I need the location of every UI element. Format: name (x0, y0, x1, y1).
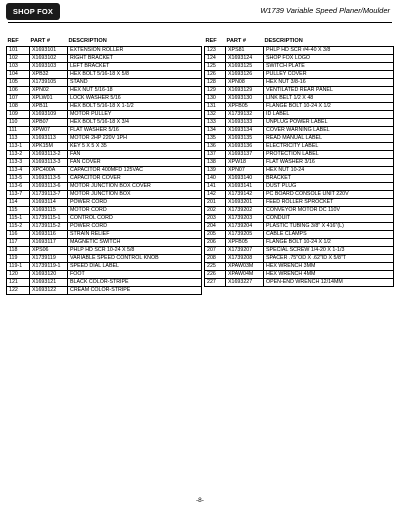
description-cell: FAN (68, 150, 202, 158)
description-cell: OPEN-END WRENCH 12/14MM (264, 278, 394, 286)
description-cell: LINK BELT 1/2 X 48 (264, 94, 394, 102)
col-header-ref: REF (205, 38, 217, 44)
description-cell: PLASTIC TUBING 3/8" X 416"(L) (264, 222, 394, 230)
ref-cell: 113-4 (7, 166, 30, 174)
part-number-cell: X1693102 (30, 54, 68, 62)
part-number-cell: X1693140 (226, 174, 264, 182)
part-number-cell: X1739119 (30, 254, 68, 262)
description-cell: HEX NUT 3/8-16 (264, 78, 394, 86)
description-cell: CABLE CLAMPS (264, 230, 394, 238)
part-number-cell: X1739203 (226, 214, 264, 222)
table-row (205, 54, 394, 62)
table-row (205, 78, 394, 86)
part-number-cell: X1693124 (226, 54, 264, 62)
ref-cell: 131 (205, 102, 226, 110)
ref-cell: 106 (7, 86, 30, 94)
table-row (205, 262, 394, 270)
description-cell: SPACER .75"OD X .62"ID X 5/8"T (264, 254, 394, 262)
table-row (7, 270, 202, 278)
ref-cell: 119 (7, 254, 30, 262)
ref-cell: 108 (7, 102, 30, 110)
description-cell: STRAIN RELIEF (68, 230, 202, 238)
description-cell: MOTOR PULLEY (68, 110, 202, 118)
part-number-cell: XPFB05 (226, 102, 264, 110)
description-cell: HEX BOLT 5/16-18 X 3/4 (68, 118, 202, 126)
ref-cell: 119-1 (7, 262, 30, 270)
ref-cell: 121 (7, 278, 30, 286)
table-row (205, 214, 394, 222)
table-row (7, 182, 202, 190)
ref-cell: 134 (205, 126, 226, 134)
table-row (7, 86, 202, 94)
ref-cell: 207 (205, 246, 226, 254)
description-cell: READ MANUAL LABEL (264, 134, 394, 142)
table-row (7, 150, 202, 158)
col-header-description: DESCRIPTION (68, 38, 107, 44)
ref-cell: 140 (205, 174, 226, 182)
part-number-cell: X1693141 (226, 182, 264, 190)
table-row (205, 246, 394, 254)
part-number-cell: XPB32 (30, 70, 68, 78)
ref-cell: 103 (7, 62, 30, 70)
ref-cell: 206 (205, 238, 226, 246)
ref-cell: 118 (7, 246, 30, 254)
description-cell: RIGHT BRACKET (68, 54, 202, 62)
part-number-cell: X1739115-1 (30, 214, 68, 222)
description-cell: PROTECTION LABEL (264, 150, 394, 158)
ref-cell: 201 (205, 198, 226, 206)
table-row (7, 286, 202, 294)
description-cell: FLAT WASHER 5/16 (68, 126, 202, 134)
part-number-cell: X1693103 (30, 62, 68, 70)
part-number-cell: XPN08 (226, 78, 264, 86)
col-header-part: PART # (226, 38, 246, 44)
part-number-cell: X1739205 (226, 230, 264, 238)
part-number-cell: X1693120 (30, 270, 68, 278)
part-number-cell: XPW18 (226, 158, 264, 166)
part-number-cell: X1693113-6 (30, 182, 68, 190)
description-cell: FLANGE BOLT 10-24 X 1/2 (264, 238, 394, 246)
part-number-cell: XPW07 (30, 126, 68, 134)
table-row (205, 86, 394, 94)
description-cell: FLANGE BOLT 10-24 X 1/2 (264, 102, 394, 110)
part-number-cell: X1739132 (226, 110, 264, 118)
description-cell: SPEED DIAL LABEL (68, 262, 202, 270)
parts-table-right (204, 38, 394, 287)
part-number-cell: XPN02 (30, 86, 68, 94)
description-cell: BRACKET (264, 174, 394, 182)
part-number-cell: X1693137 (226, 150, 264, 158)
part-number-cell: XPB07 (30, 118, 68, 126)
table-row (7, 230, 202, 238)
description-cell: COVER WARNING LABEL (264, 126, 394, 134)
ref-cell: 105 (7, 78, 30, 86)
table-row (7, 222, 202, 230)
ref-cell: 225 (205, 262, 226, 270)
part-number-cell: X1693227 (226, 278, 264, 286)
ref-cell: 113-5 (7, 174, 30, 182)
table-row (205, 182, 394, 190)
ref-cell: 113-3 (7, 158, 30, 166)
description-cell: CREAM COLOR-STRIPE (68, 286, 202, 294)
description-cell: KEY 5 X 5 X 35 (68, 142, 202, 150)
description-cell: FOOT (68, 270, 202, 278)
table-row (205, 190, 394, 198)
part-number-cell: X1693136 (226, 142, 264, 150)
col-header-part: PART # (30, 38, 50, 44)
part-number-cell: X1693134 (226, 126, 264, 134)
ref-cell: 142 (205, 190, 226, 198)
description-cell: ID LABEL (264, 110, 394, 118)
table-row (205, 238, 394, 246)
ref-cell: 205 (205, 230, 226, 238)
ref-cell: 101 (7, 46, 30, 54)
part-number-cell: X1693109 (30, 110, 68, 118)
description-cell: STAND (68, 78, 202, 86)
ref-cell: 139 (205, 166, 226, 174)
description-cell: SHOP FOX LOGO (264, 54, 394, 62)
table-row (7, 142, 202, 150)
description-cell: HEX WRENCH 4MM (264, 270, 394, 278)
ref-cell: 113-2 (7, 150, 30, 158)
part-number-cell: X1693116 (30, 230, 68, 238)
description-cell: HEX WRENCH 3MM (264, 262, 394, 270)
table-row (7, 278, 202, 286)
ref-cell: 141 (205, 182, 226, 190)
table-row (7, 198, 202, 206)
table-row (205, 230, 394, 238)
ref-cell: 226 (205, 270, 226, 278)
description-cell: ELECTRICITY LABEL (264, 142, 394, 150)
description-cell: HEX NUT 10-24 (264, 166, 394, 174)
table-row (205, 102, 394, 110)
part-number-cell: X1739142 (226, 190, 264, 198)
ref-cell: 113-7 (7, 190, 30, 198)
part-number-cell: XPAW03M (226, 262, 264, 270)
description-cell: CONDUIT (264, 214, 394, 222)
part-number-cell: X1693115 (30, 206, 68, 214)
table-row (205, 46, 394, 54)
header-divider (8, 22, 392, 23)
ref-cell: 113-6 (7, 182, 30, 190)
ref-cell: 102 (7, 54, 30, 62)
table-row (7, 254, 202, 262)
description-cell: VARIABLE SPEED CONTROL KNOB (68, 254, 202, 262)
ref-cell: 133 (205, 118, 226, 126)
description-cell: VENTILATED REAR PANEL (264, 86, 394, 94)
table-row (205, 270, 394, 278)
ref-cell: 109 (7, 110, 30, 118)
ref-cell: 107 (7, 94, 30, 102)
table-row (7, 78, 202, 86)
part-number-cell: X1739207 (226, 246, 264, 254)
ref-cell: 135 (205, 134, 226, 142)
table-row (7, 46, 202, 54)
table-row (7, 158, 202, 166)
description-cell: CONTROL CORD (68, 214, 202, 222)
part-number-cell: XPS06 (30, 246, 68, 254)
description-cell: POWER CORD (68, 222, 202, 230)
table-header-row (205, 38, 394, 46)
part-number-cell: XPLW01 (30, 94, 68, 102)
ref-cell: 208 (205, 254, 226, 262)
ref-cell: 111 (7, 126, 30, 134)
ref-cell: 203 (205, 214, 226, 222)
part-number-cell: X1693130 (226, 94, 264, 102)
part-number-cell: X1739204 (226, 222, 264, 230)
description-cell: MOTOR CORD (68, 206, 202, 214)
page-number: -8- (196, 497, 204, 504)
table-row (7, 134, 202, 142)
table-row (7, 246, 202, 254)
part-number-cell: XPC400A (30, 166, 68, 174)
part-number-cell: XPFB05 (226, 238, 264, 246)
table-row (7, 126, 202, 134)
part-number-cell: X1693122 (30, 286, 68, 294)
part-number-cell: X1693133 (226, 118, 264, 126)
description-cell: UNPLUG POWER LABEL (264, 118, 394, 126)
ref-cell: 122 (7, 286, 30, 294)
ref-cell: 125 (205, 62, 226, 70)
ref-cell: 117 (7, 238, 30, 246)
ref-cell: 115-2 (7, 222, 30, 230)
ref-cell: 137 (205, 150, 226, 158)
description-cell: POWER CORD (68, 198, 202, 206)
description-cell: MOTOR 2HP 220V 1PH (68, 134, 202, 142)
description-cell: HEX BOLT 5/16-18 X 5/8 (68, 70, 202, 78)
shop-fox-logo (6, 3, 60, 20)
ref-cell: 116 (7, 230, 30, 238)
part-number-cell: X1693101 (30, 46, 68, 54)
parts-table-left (6, 38, 202, 295)
part-number-cell: X1693113 (30, 134, 68, 142)
ref-cell: 104 (7, 70, 30, 78)
description-cell: SWITCH PLATE (264, 62, 394, 70)
part-number-cell: X1739202 (226, 206, 264, 214)
part-number-cell: X1693201 (226, 198, 264, 206)
description-cell: FAN COVER (68, 158, 202, 166)
part-number-cell: X1693117 (30, 238, 68, 246)
description-cell: MAGNETIC SWITCH (68, 238, 202, 246)
description-cell: LOCK WASHER 5/16 (68, 94, 202, 102)
ref-cell: 115 (7, 206, 30, 214)
table-row (7, 62, 202, 70)
ref-cell: 110 (7, 118, 30, 126)
table-row (205, 158, 394, 166)
ref-cell: 132 (205, 110, 226, 118)
description-cell: CAPACITOR 400MFD 125VAC (68, 166, 202, 174)
part-number-cell: X1739115-2 (30, 222, 68, 230)
table-row (7, 262, 202, 270)
col-header-description: DESCRIPTION (264, 38, 303, 44)
ref-cell: 128 (205, 78, 226, 86)
table-row (205, 134, 394, 142)
part-number-cell: X1693126 (226, 70, 264, 78)
table-row (205, 70, 394, 78)
table-row (205, 110, 394, 118)
description-cell: CAPACITOR COVER (68, 174, 202, 182)
description-cell: FEED ROLLER SPROCKET (264, 198, 394, 206)
part-number-cell: X1693135 (226, 134, 264, 142)
table-row (205, 142, 394, 150)
ref-cell: 202 (205, 206, 226, 214)
part-number-cell: XPN07 (226, 166, 264, 174)
table-row (7, 70, 202, 78)
part-number-cell: X1693114 (30, 198, 68, 206)
table-row (205, 150, 394, 158)
ref-cell: 113 (7, 134, 30, 142)
table-row (7, 94, 202, 102)
ref-cell: 114 (7, 198, 30, 206)
ref-cell: 120 (7, 270, 30, 278)
table-row (7, 54, 202, 62)
ref-cell: 130 (205, 94, 226, 102)
part-number-cell: XPB11 (30, 102, 68, 110)
ref-cell: 204 (205, 222, 226, 230)
table-row (7, 174, 202, 182)
table-row (205, 222, 394, 230)
table-row (205, 94, 394, 102)
description-cell: PHLP HD SCR 10-24 X 5/8 (68, 246, 202, 254)
description-cell: EXTENSION ROLLER (68, 46, 202, 54)
ref-cell: 126 (205, 70, 226, 78)
table-row (205, 206, 394, 214)
part-number-cell: XPS81 (226, 46, 264, 54)
description-cell: MOTOR JUNCTION BOX (68, 190, 202, 198)
description-cell: PC BOARD CONSOLE UNIT 220V (264, 190, 394, 198)
table-row (7, 190, 202, 198)
description-cell: PHLP HD SCR #4-40 X 3/8 (264, 46, 394, 54)
part-number-cell: X1739208 (226, 254, 264, 262)
table-row (205, 198, 394, 206)
description-cell: DUST PLUG (264, 182, 394, 190)
ref-cell: 123 (205, 46, 226, 54)
part-number-cell: XPAW04M (226, 270, 264, 278)
table-row (7, 238, 202, 246)
table-row (7, 214, 202, 222)
table-row (205, 62, 394, 70)
description-cell: SPECIAL SCREW 1/4-20 X 1-1/3 (264, 246, 394, 254)
description-cell: PULLEY COVER (264, 70, 394, 78)
part-number-cell: XPK15M (30, 142, 68, 150)
ref-cell: 136 (205, 142, 226, 150)
ref-cell: 113-1 (7, 142, 30, 150)
table-row (205, 174, 394, 182)
table-row (7, 102, 202, 110)
table-row (7, 118, 202, 126)
table-row (205, 278, 394, 286)
description-cell: HEX NUT 5/16-18 (68, 86, 202, 94)
table-row (205, 166, 394, 174)
description-cell: CONVEYOR MOTOR DC 110V (264, 206, 394, 214)
part-number-cell: X1693113-3 (30, 158, 68, 166)
ref-cell: 138 (205, 158, 226, 166)
page-title: W1739 Variable Speed Planer/Moulder (260, 6, 390, 15)
description-cell: LEFT BRACKET (68, 62, 202, 70)
part-number-cell: X1739105 (30, 78, 68, 86)
description-cell: HEX BOLT 5/16-18 X 1-1/2 (68, 102, 202, 110)
ref-cell: 227 (205, 278, 226, 286)
part-number-cell: X1693121 (30, 278, 68, 286)
part-number-cell: X1693129 (226, 86, 264, 94)
table-row (205, 118, 394, 126)
part-number-cell: X1739119-1 (30, 262, 68, 270)
ref-cell: 124 (205, 54, 226, 62)
part-number-cell: X1693113-5 (30, 174, 68, 182)
table-row (205, 254, 394, 262)
table-row (7, 110, 202, 118)
table-header-row (7, 38, 202, 46)
description-cell: BLACK COLOR-STRIPE (68, 278, 202, 286)
table-row (205, 126, 394, 134)
part-number-cell: X1693113-2 (30, 150, 68, 158)
table-row (7, 206, 202, 214)
part-number-cell: X1693125 (226, 62, 264, 70)
ref-cell: 115-1 (7, 214, 30, 222)
logo-text: SHOP FOX (12, 7, 54, 16)
description-cell: FLAT WASHER 3/16 (264, 158, 394, 166)
description-cell: MOTOR JUNCTION BOX COVER (68, 182, 202, 190)
table-row (7, 166, 202, 174)
ref-cell: 129 (205, 86, 226, 94)
part-number-cell: X1739113-7 (30, 190, 68, 198)
col-header-ref: REF (7, 38, 19, 44)
